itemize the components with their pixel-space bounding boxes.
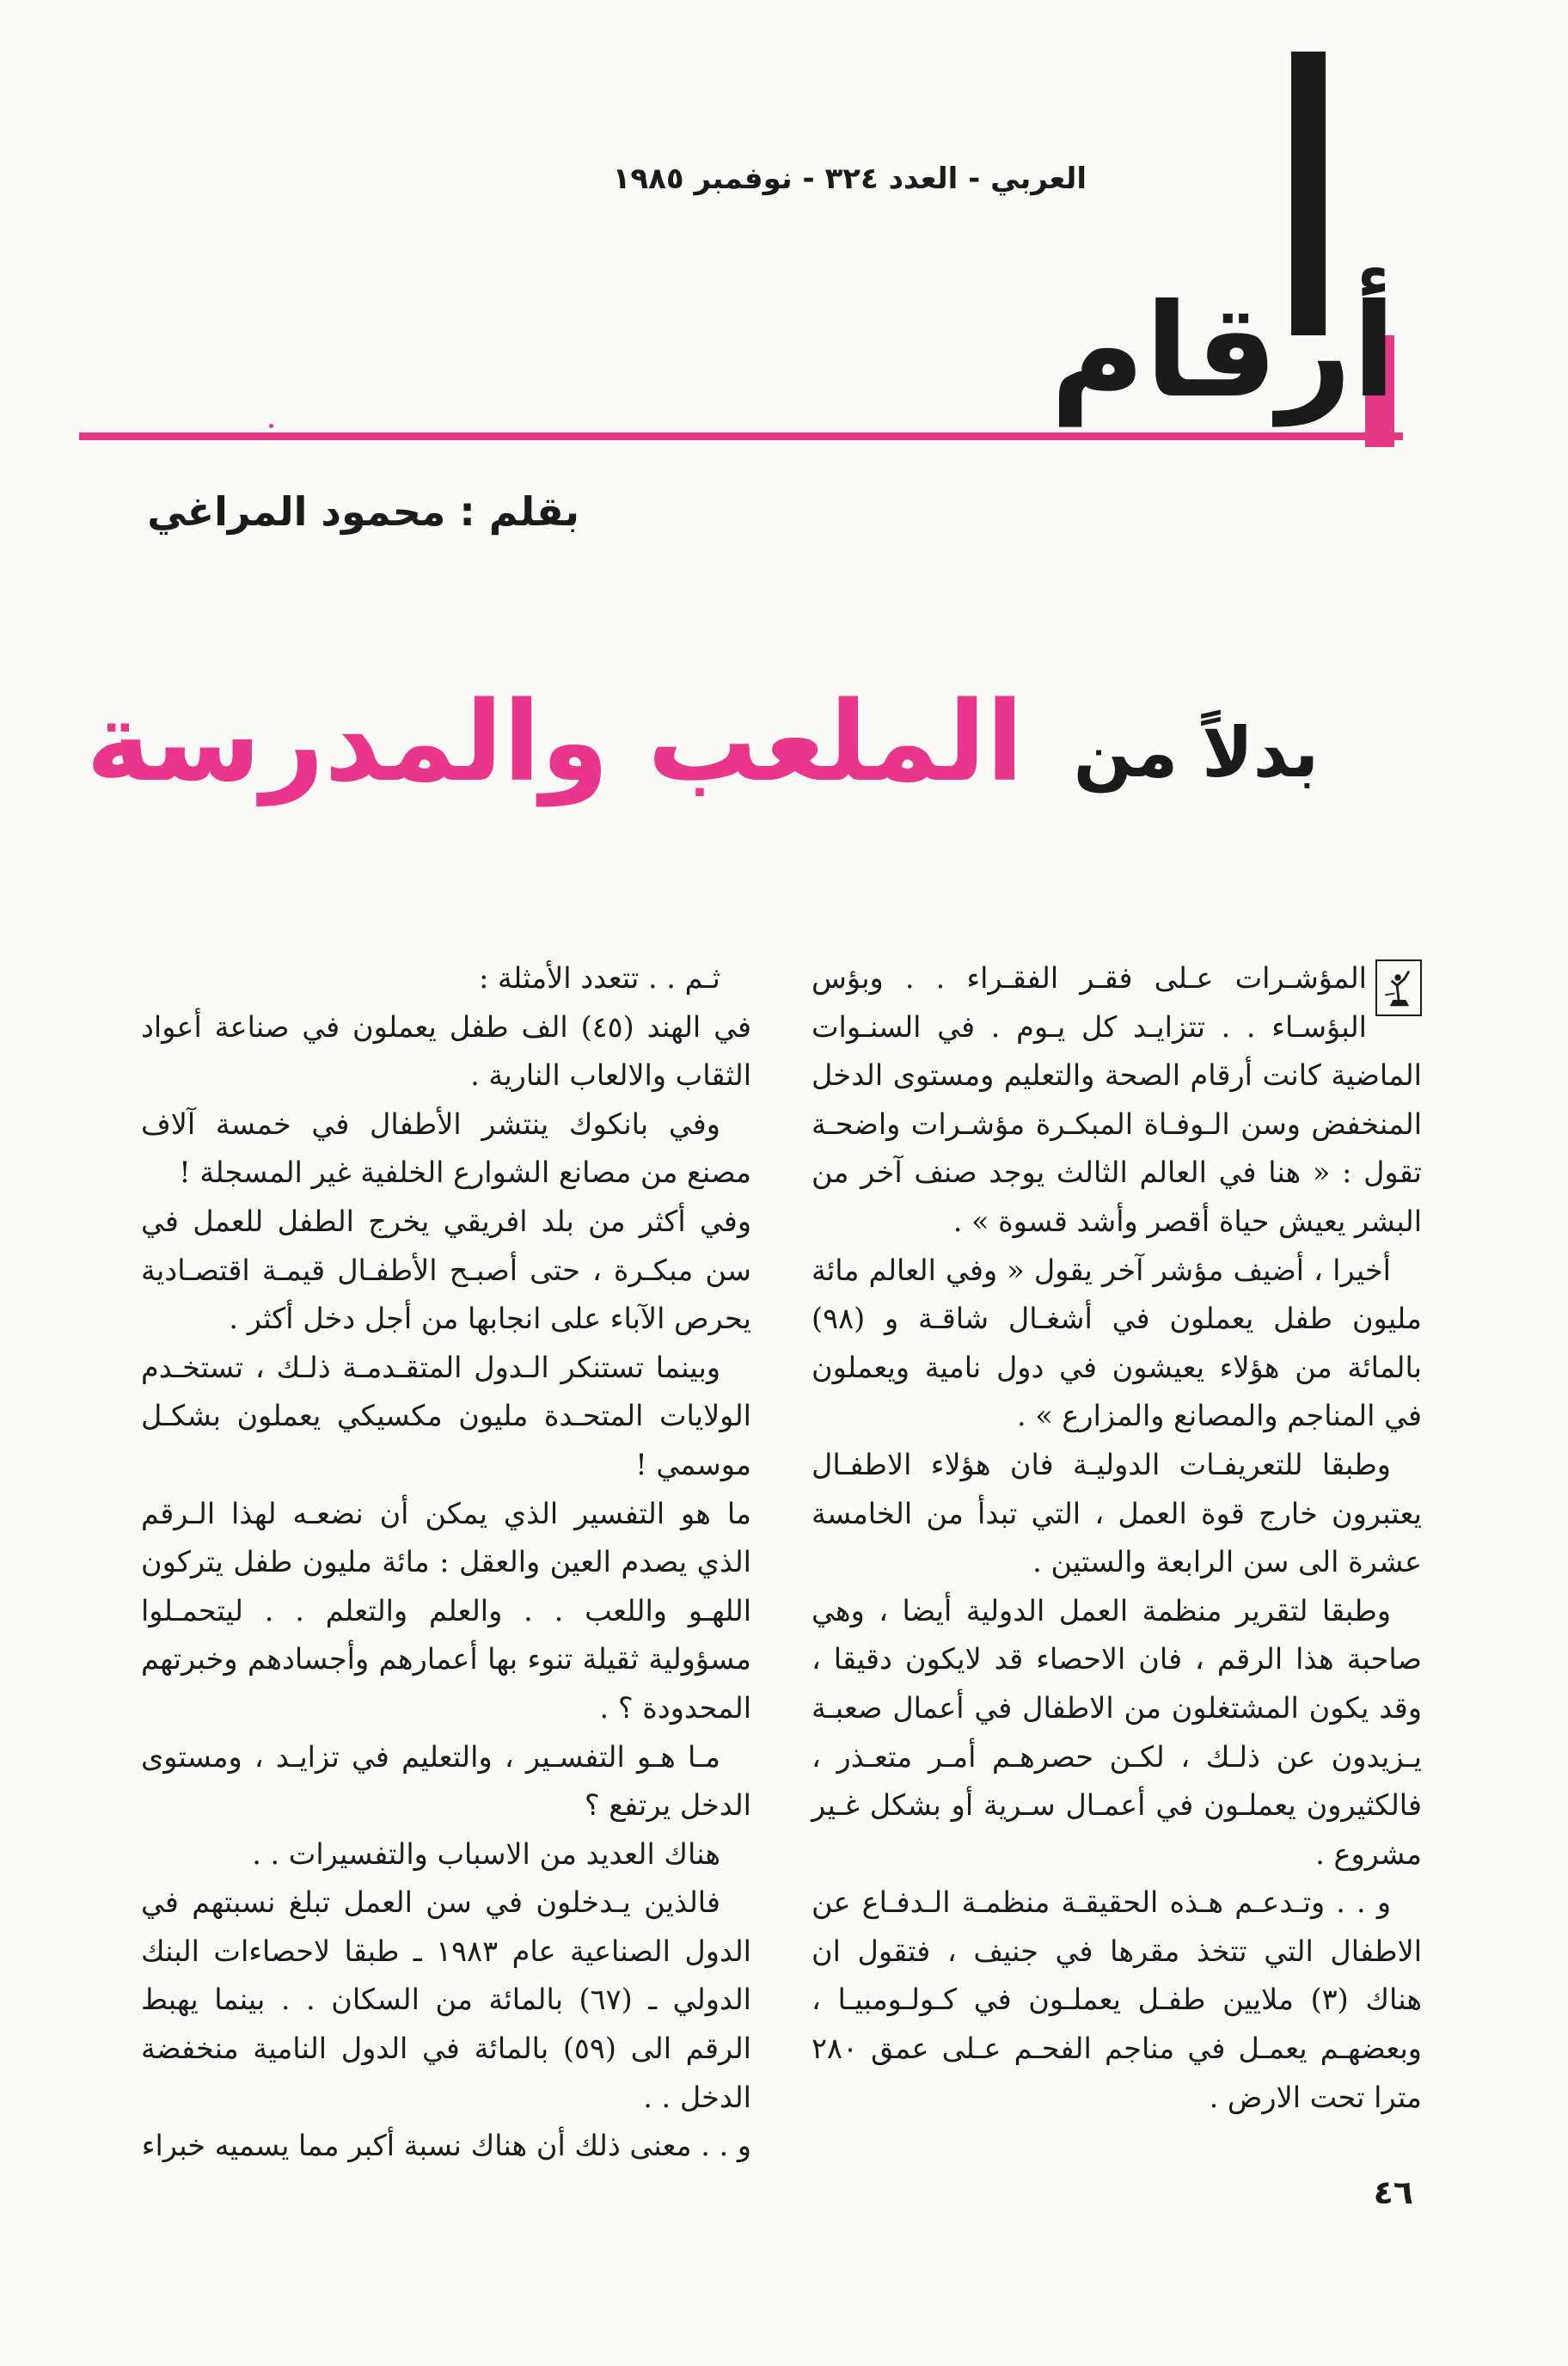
section-title: أرقام (1050, 277, 1396, 426)
headline-lead: بدلاً من (1073, 713, 1319, 793)
paragraph: وطبقا لتقرير منظمة العمل الدولية أيضا ، وهي صاحبة هذا الرقم ، فان الاحصاء قد لايكون دقيقا ، وقد يكون المشتغلون من الاطفال في أعمال صعبـة يـزيدون عن ذلـك ، لكـن حصرهـم أمـر متعـذر ، فالكثيرون يعملـون في أعمـال سـرية أو بشكل غـير مشروع . (812, 1593, 1422, 1871)
child-labor-figure-icon (1375, 959, 1422, 1016)
paragraph: فالذين يـدخلون في سن العمل تبلغ نسبتهم في الدول الصناعية عام ١٩٨٣ ـ طبقا لاحصاءات البنك الدولي ـ (٦٧) بالمائة من السكان . . بينما يهبط الرقم الى (٥٩) بالمائة في الدول النامية منخفضة الدخل . . (141, 1885, 751, 2114)
paragraph: وطبقا للتعريفـات الدوليـة فان هؤلاء الاطفـال يعتبرون خارج قوة العمل ، التي تبدأ من الخامسة عشرة الى سن الرابعة والستين . (812, 1447, 1422, 1579)
paragraph: أخيرا ، أضيف مؤشر آخر يقول « وفي العالم مائة مليون طفل يعملون في أشغـال شاقـة و (٩٨) بالمائة من هؤلاء يعيشون في دول نامية ويعملون في المناجم والمصانع والمزارع » . (812, 1253, 1422, 1433)
masthead-dot (269, 424, 273, 428)
paragraph: هناك العديد من الاسباب والتفسيرات . . (252, 1836, 720, 1871)
paragraph: وفي أكثر من بلد افريقي يخرج الطفل للعمل في سن مبكـرة ، حتى أصبـح الأطفـال قيمـة اقتصـادية يحرص الآباء على انجابها من أجل دخل أكثر . (141, 1204, 751, 1336)
byline: بقلم : محمود المراغي (147, 488, 579, 535)
paragraph: و . . وتـدعـم هـذه الحقيقـة منظمـة الـدفـاع عن الاطفال التي تتخذ مقرها في جنيف ، فتقول ان هناك (٣) ملايين طفـل يعملـون في كـولـومبيـا ، وبعضهـم يعمـل في مناجم الفحـم عـلى عمق ٢٨٠ مترا تحت الارض . (812, 1885, 1422, 2114)
paragraph: ما هو التفسير الذي يمكن أن نضعـه لهذا الـرقم الذي يصدم العين والعقل : مائة مليون طفل يتركون اللهـو واللعب . . والعلم والتعلم . . ليتحمـلوا مسؤولية ثقيلة تنوء بها أعمارهم وأجسادهم وخبرتهم المحدودة ؟ . (141, 1496, 751, 1725)
paragraph: ثـم . . تتعدد الأمثلة : (479, 961, 720, 995)
headline-main: الملعب والمدرسة (86, 678, 1024, 806)
paragraph: و . . معنى ذلك أن هناك نسبة أكبر مما يسميه خبراء (141, 2129, 751, 2163)
article-column-right (812, 954, 1422, 2122)
article-column-left (141, 954, 751, 2171)
paragraph (812, 954, 1422, 1247)
section-logo (1026, 52, 1405, 447)
paragraph-text: المؤشـرات عـلى فقـر الفقـراء . . وبؤس البؤسـاء . . تتزايـد كل يـوم . في السنـوات الماضية كانت أرقام الصحة والتعليم ومستوى الدخل المنخفض وسن الـوفـاة المبكـرة مؤشـرات واضحـة تقول : « هنا في العالم الثالث يوجد صنف آخر من البشر يعيش حياة أقصر وأشد قسوة » . (812, 961, 1422, 1238)
issue-line: العربي - العدد ٣٢٤ - نوفمبر ١٩٨٥ (612, 162, 1087, 196)
page-number: ٤٦ (1373, 2173, 1413, 2211)
headline (86, 678, 1319, 806)
paragraph: وفي بانكوك ينتشر الأطفال في خمسة آلاف مصنع من مصانع الشوارع الخلفية غير المسجلة ! (141, 1106, 751, 1190)
masthead-rule (79, 432, 1403, 440)
paragraph: في الهند (٤٥) الف طفل يعملون في صناعة أعواد الثقاب والالعاب النارية . (141, 1009, 752, 1093)
paragraph: مـا هـو التفسـير ، والتعليم في تزايـد ، ومستوى الدخل يرتفع ؟ (141, 1739, 751, 1823)
paragraph: وبينما تستنكر الـدول المتقـدمـة ذلـك ، تستخـدم الولايات المتحـدة مليون مكسيكي يعملون بشكـل موسمي ! (141, 1350, 751, 1481)
